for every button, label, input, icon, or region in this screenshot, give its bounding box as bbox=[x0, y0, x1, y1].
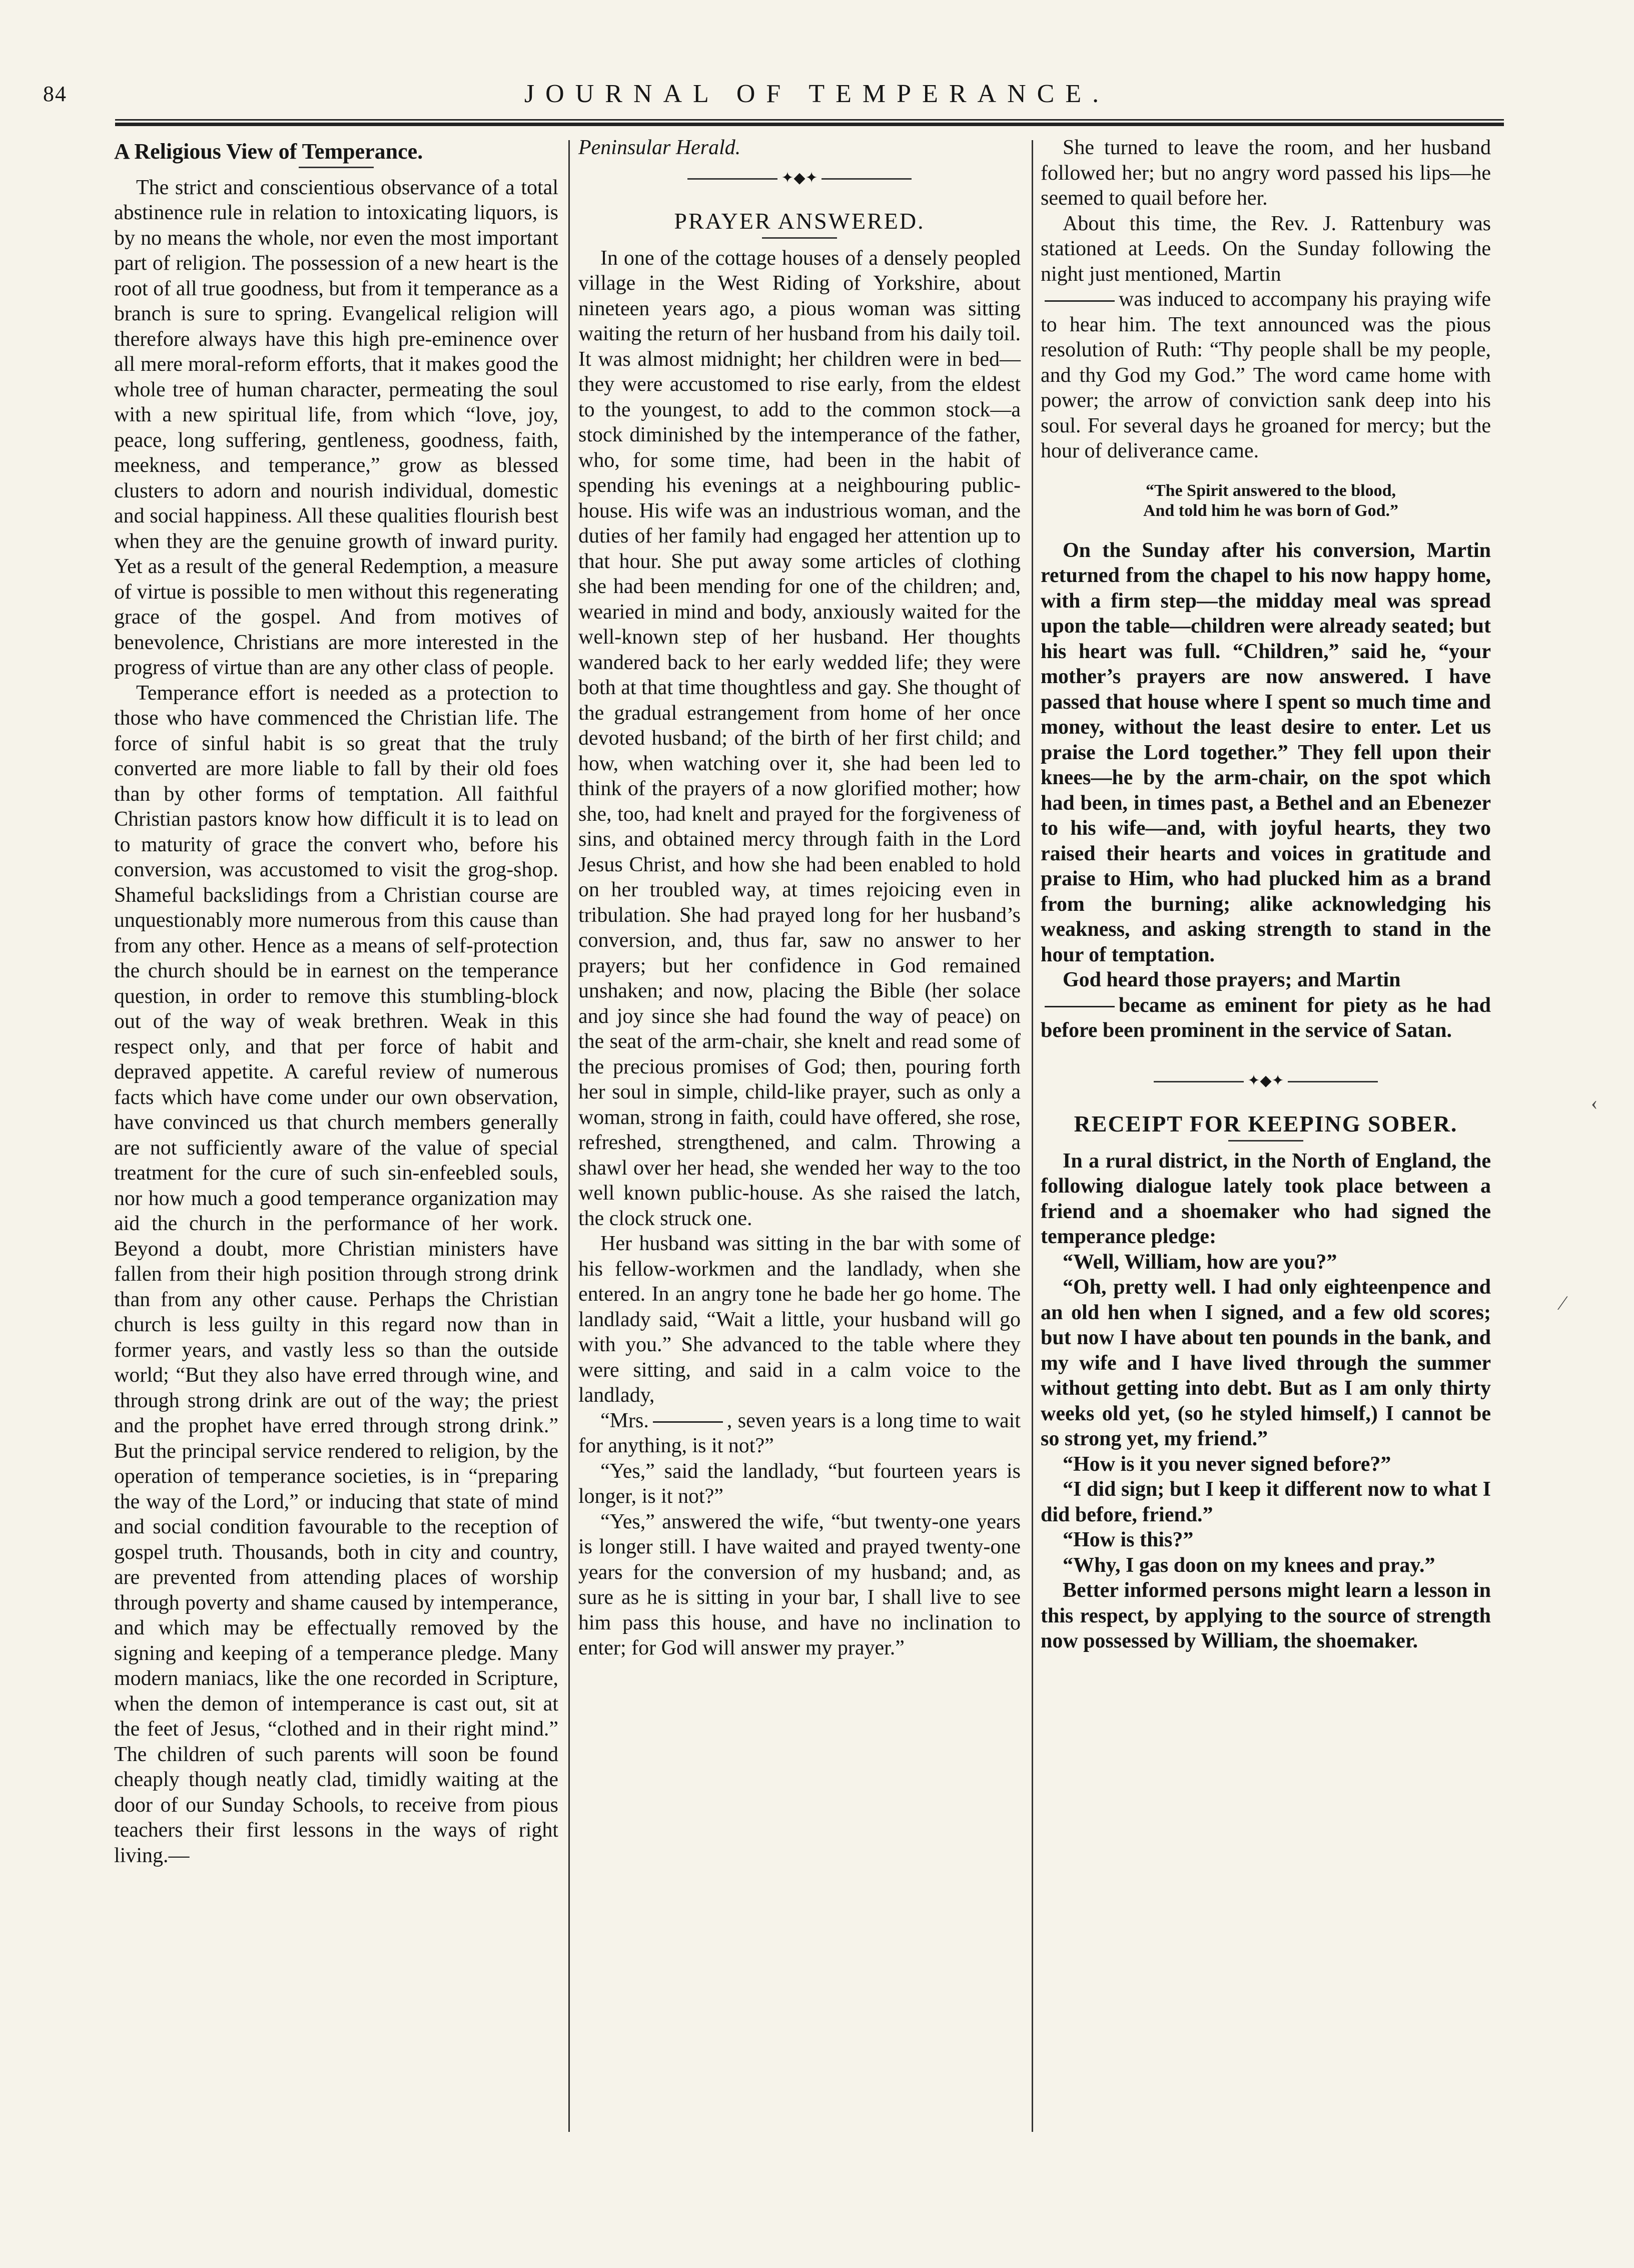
column-2 bbox=[578, 135, 1021, 1661]
name-dash bbox=[1045, 300, 1115, 302]
article-title: RECEIPT FOR KEEPING SOBER. bbox=[1074, 1111, 1458, 1137]
paragraph: God heard those prayers; and Martin became as eminent for piety as he had before been prominent in the service of Satan. bbox=[1041, 968, 1491, 1042]
margin-mark: ‹ bbox=[1591, 1091, 1598, 1114]
title-rule bbox=[1228, 1140, 1303, 1142]
paragraph: “Yes,” said the landlady, “but fourteen years is longer, is it not?” bbox=[578, 1459, 1021, 1508]
section-ornament: ✦◆✦ bbox=[578, 166, 1021, 191]
paragraph: The strict and conscientious observance of a total abstinence rule in relation to intoxicating liquors, is by no means the whole, nor even the most important part of religion. The possession of a new heart is the root of all true goodness, but from it temperance as a branch is sure to spring. Evangelical religion will therefore always have this high pre-eminence over all mere moral-reform efforts, that it makes good the whole tree of human character, permeating the soul with a new spiritual life, from which “love, joy, peace, long suffering, gentleness, goodness, faith, meekness, and temperance,” grow as blessed clusters to adorn and nourish individual, domestic and social happiness. All these qualities flourish best when they are the genuine growth of inward purity. Yet as a result of the general Redemption, a measure of virtue is possible to men without this regenerating grace of the gospel. And from motives of benevolence, Christians are more interested in the progress of virtue than are any other class of people. bbox=[114, 176, 558, 679]
column-divider bbox=[568, 140, 570, 2132]
article-title: PRAYER ANSWERED. bbox=[674, 208, 925, 234]
column-divider bbox=[1032, 140, 1033, 2132]
running-head: JOURNAL OF TEMPERANCE. bbox=[524, 80, 1110, 108]
paragraph: “Yes,” answered the wife, “but twenty-one years is longer still. I have waited and prayed twenty-one years for the conversion of my husband; and, as sure as he is sitting in your bar, I shall live to see him pass this house, and have no inclination to enter; for God will answer my prayer.” bbox=[578, 1510, 1021, 1659]
article-source: Peninsular Herald. bbox=[578, 136, 741, 159]
title-rule bbox=[299, 167, 374, 168]
paragraph: “I did sign; but I keep it different now to what I did before, friend.” bbox=[1041, 1478, 1491, 1526]
paragraph: About this time, the Rev. J. Rattenbury was stationed at Leeds. On the Sunday following the night just mentioned, Martin was induced to accompany his praying wife to hear him. The text announced was the pious resolution of Ruth: “Thy people shall be my people, and thy God my God.” The word came home with power; the arrow of conviction sank deep into his soul. For several days he groaned for mercy; but the hour of deliverance came. bbox=[1041, 212, 1491, 462]
paragraph: Better informed persons might learn a lesson in this respect, by applying to the source of strength now possessed by William, the shoemaker. bbox=[1041, 1579, 1491, 1652]
paragraph: Temperance effort is needed as a protection to those who have commenced the Christian life. The force of sinful habit is so great that the truly converted are more liable to fall by their old foes than by other forms of temptation. All faithful Christian pastors know how difficult it is to lead on to maturity of grace the convert who, before his conversion, was accustomed to visit the grog-shop. Shameful backslidings from a Christian course are unquestionably more numerous from this cause than from any other. Hence as a means of self-protection the church should be in earnest on the temperance question, in order to remove this stumbling-block out of the way of weak brethren. Weak in this respect only, and that per force of habit and depraved appetite. A careful review of numerous facts which have come under our own observation, have convinced us that church members generally are not sufficiently aware of the value of special treatment for the cure of such sin-enfeebled souls, nor how much a good temperance organization may aid the church in the performance of her work. Beyond a doubt, more Christian ministers have fallen from their high position through strong drink than from any other cause. Perhaps the Christian church is less guilty in this regard now than in former years, and vastly less so than the outside world; “But they also have erred through wine, and through strong drink are out of the way; the priest and the prophet have erred through strong drink.” But the principal service rendered to religion, by the operation of temperance societies, is in “preparing the way of the Lord,” or inducing that state of mind and social condition favourable to the reception of gospel truth. Thousands, both in city and country, are prevented from attending places of worship through poverty and shame caused by intemperance, and which may be effectually removed by the signing and keeping of a temperance pledge. Many modern maniacs, like the one recorded in Scripture, when the demon of intemperance is cast out, sit at the feet of Jesus, “clothed and in their right mind.” The children of such parents will soon be found cheaply though neatly clad, timidly waiting at the door of our Sunday Schools, to receive from pious teachers their first lessons in the ways of right living.— bbox=[114, 681, 558, 1867]
column-3 bbox=[1041, 135, 1491, 1654]
column-1 bbox=[114, 135, 558, 1868]
paragraph: “How is it you never signed before?” bbox=[1063, 1452, 1391, 1476]
page-number: 84 bbox=[43, 82, 67, 106]
paragraph: Her husband was sitting in the bar with some of his fellow-workmen and the landlady, when she entered. In an angry tone he bade her go home. The landlady said, “Wait a little, your husband will go with you.” She advanced to the table where they were sitting, and said in a calm voice to the landlady, bbox=[578, 1232, 1021, 1407]
section-ornament: ✦◆✦ bbox=[1041, 1068, 1491, 1094]
paragraph: “How is this?” bbox=[1063, 1528, 1194, 1551]
name-dash bbox=[653, 1421, 723, 1423]
margin-mark: ⁄ bbox=[1561, 1292, 1564, 1314]
paragraph: She turned to leave the room, and her husband followed her; but no angry word passed his lips—he seemed to quail before her. bbox=[1041, 136, 1491, 210]
paragraph: “Mrs. , seven years is a long time to wait for anything, is it not?” bbox=[578, 1409, 1021, 1457]
name-dash bbox=[1045, 1006, 1115, 1007]
article-title: A Religious View of Temperance. bbox=[114, 139, 423, 164]
paragraph: In one of the cottage houses of a densely peopled village in the West Riding of Yorkshire, about nineteen years ago, a pious woman was sitting waiting the return of her husband from his daily toil. It was almost midnight; her children were in bed—they were accustomed to rise early, from the eldest to the youngest, to add to the common stock—a stock diminished by the intemperance of the father, who, for some time, had been in the habit of spending his evenings at a neighbouring public-house. His wife was an industrious woman, and the duties of her family had engaged her attention up to that hour. She put away some articles of clothing she had been mending for one of the children; and, wearied in mind and body, anxiously waited for the well-known step of her husband. Her thoughts wandered back to her early wedded life; they were both at that time thoughtless and gay. She thought of the gradual estrangement from home of her once devoted husband; of the birth of her first child; and how, when watching over it, she had been led to think of the prayers of a now glorified mother; how she, too, had knelt and prayed for the forgiveness of sins, and obtained mercy through faith in the Lord Jesus Christ, and how she had been enabled to hold on her troubled way, at times rejoicing even in tribulation. She had prayed long for her husband’s conversion, and, thus far, saw no answer to her prayers; but her confidence in God remained unshaken; and now, placing the Bible (her solace and joy since she had found the way of peace) on the seat of the arm-chair, she knelt and read some of the precious promises of God; then, pouring forth her soul in simple, child-like prayer, such as only a woman, strong in faith, could have offered, she rose, refreshed, strengthened, and calm. Throwing a shawl over her head, she wended her way to the too well known public-house. As she raised the latch, the clock struck one. bbox=[578, 246, 1021, 1230]
paragraph: On the Sunday after his conversion, Martin returned from the chapel to his now happy home, with a firm step—the midday meal was spread upon the table—children were already seated; but his heart was full. “Children,” said he, “your mother’s prayers are now answered. I have passed that house where I spent so much time and money, without the least desire to enter. Let us praise the Lord together.” They fell upon their knees—he by the arm-chair, on the spot which had been, in times past, a Bethel and an Ebenezer to his wife—and, with joyful hearts, they two raised their hearts and voices in gratitude and praise to Him, who had plucked him as a brand from the burning; alike acknowledging his weakness, and asking strength to stand in the hour of temptation. bbox=[1041, 538, 1491, 966]
paragraph: “Oh, pretty well. I had only eighteenpence and an old hen when I signed, and a few old scores; but now I have about ten pounds in the bank, and my wife and I have lived through the summer without getting into debt. But as I am only thirty weeks old yet, (so he styled himself,) I cannot be so strong yet, my friend.” bbox=[1041, 1276, 1491, 1450]
title-rule bbox=[762, 237, 837, 239]
header-rule bbox=[115, 119, 1504, 126]
verse-quote: “The Spirit answered to the blood, And told him he was born of God.” bbox=[1143, 481, 1399, 520]
paragraph: “Well, William, how are you?” bbox=[1063, 1250, 1337, 1274]
paragraph: “Why, I gas doon on my knees and pray.” bbox=[1063, 1553, 1435, 1577]
paragraph: In a rural district, in the North of England, the following dialogue lately took place between a friend and a shoemaker who had signed the temperance pledge: bbox=[1041, 1149, 1491, 1248]
